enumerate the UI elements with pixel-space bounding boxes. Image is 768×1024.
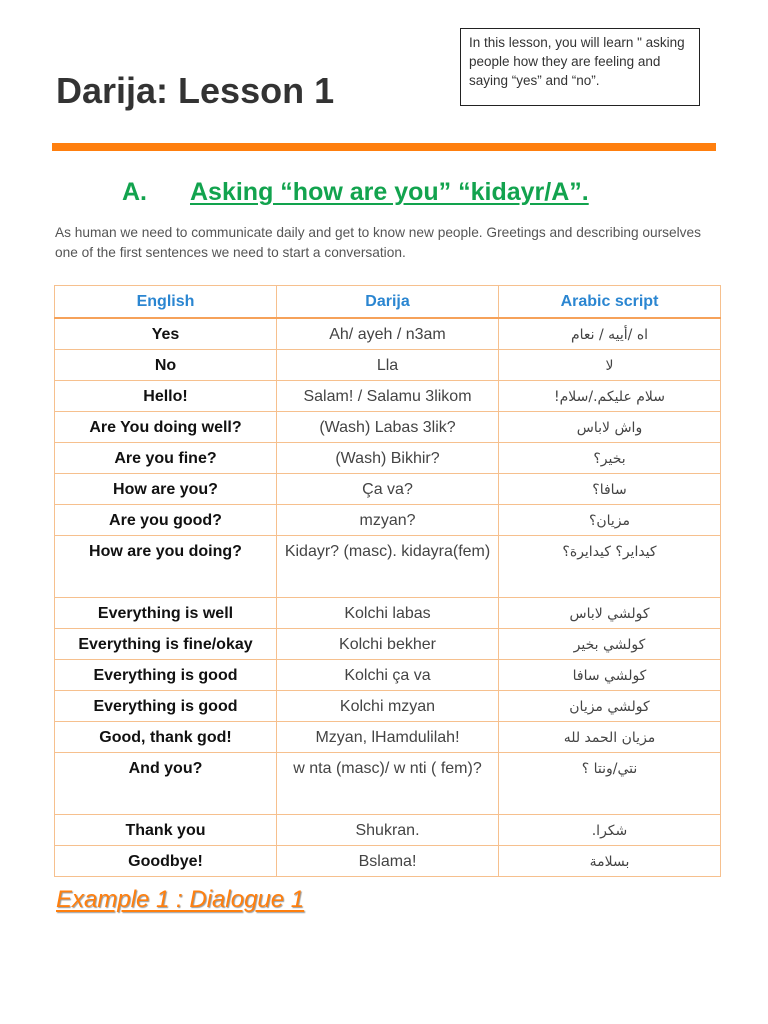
arabic-cell: لا [499, 350, 721, 381]
table-row [55, 505, 721, 536]
darija-cell: Mzyan, lHamdulilah! [277, 722, 499, 753]
darija-cell: Shukran. [277, 815, 499, 846]
section-letter: A. [122, 178, 147, 206]
arabic-cell: كولشي مزيان [499, 691, 721, 722]
section-heading-text: Asking “how are you” “kidayr/A”. [190, 178, 589, 206]
english-cell: Hello! [55, 381, 277, 412]
table-header-row [55, 286, 721, 319]
english-cell: Everything is fine/okay [55, 629, 277, 660]
english-cell: Are You doing well? [55, 412, 277, 443]
english-cell: Yes [55, 318, 277, 350]
english-cell: How are you? [55, 474, 277, 505]
arabic-cell: واش لاباس [499, 412, 721, 443]
arabic-cell: كولشي سافا [499, 660, 721, 691]
table-row [55, 598, 721, 629]
english-cell: How are you doing? [55, 536, 277, 598]
english-cell: Are you good? [55, 505, 277, 536]
darija-cell: Bslama! [277, 846, 499, 877]
darija-cell: Kolchi labas [277, 598, 499, 629]
table-row [55, 318, 721, 350]
arabic-cell: مزيان؟ [499, 505, 721, 536]
orange-divider [52, 143, 716, 151]
column-header-arabic: Arabic script [499, 286, 721, 319]
english-cell: No [55, 350, 277, 381]
table-row [55, 846, 721, 877]
arabic-cell: سافا؟ [499, 474, 721, 505]
arabic-cell: كولشي لاباس [499, 598, 721, 629]
darija-cell: Ça va? [277, 474, 499, 505]
english-cell: Everything is good [55, 691, 277, 722]
table-row [55, 753, 721, 815]
page-title: Darija: Lesson 1 [56, 70, 335, 111]
darija-cell: (Wash) Labas 3lik? [277, 412, 499, 443]
column-header-english: English [55, 286, 277, 319]
english-cell: And you? [55, 753, 277, 815]
lesson-note-box: In this lesson, you will learn " asking people how they are feeling and saying “yes” and “no”. [460, 28, 700, 106]
column-header-darija: Darija [277, 286, 499, 319]
english-cell: Are you fine? [55, 443, 277, 474]
darija-cell: (Wash) Bikhir? [277, 443, 499, 474]
arabic-cell: سلام عليكم./سلام! [499, 381, 721, 412]
intro-paragraph: As human we need to communicate daily and get to know new people. Greetings and describing ourselves one of the first sentences we need to start a conversation. [55, 225, 701, 260]
table-row [55, 474, 721, 505]
darija-cell: Kolchi mzyan [277, 691, 499, 722]
table-row [55, 660, 721, 691]
arabic-cell: مزيان الحمد لله [499, 722, 721, 753]
vocabulary-table [54, 285, 721, 877]
table-row [55, 815, 721, 846]
english-cell: Everything is well [55, 598, 277, 629]
arabic-cell: اه /أييه / نعام [499, 318, 721, 350]
darija-cell: w nta (masc)/ w nti ( fem)? [277, 753, 499, 815]
table-row [55, 350, 721, 381]
arabic-cell: كيداير؟ كيدايرة؟ [499, 536, 721, 598]
table-row [55, 722, 721, 753]
arabic-cell: بخير؟ [499, 443, 721, 474]
arabic-cell: شكرا. [499, 815, 721, 846]
english-cell: Goodbye! [55, 846, 277, 877]
darija-cell: Ah/ ayeh / n3am [277, 318, 499, 350]
darija-cell: Kolchi bekher [277, 629, 499, 660]
table-row [55, 381, 721, 412]
darija-cell: Kidayr? (masc). kidayra(fem) [277, 536, 499, 598]
darija-cell: Lla [277, 350, 499, 381]
darija-cell: Kolchi ça va [277, 660, 499, 691]
table-row [55, 691, 721, 722]
english-cell: Good, thank god! [55, 722, 277, 753]
table-row [55, 443, 721, 474]
english-cell: Everything is good [55, 660, 277, 691]
table-row [55, 412, 721, 443]
table-row [55, 629, 721, 660]
darija-cell: Salam! / Salamu 3likom [277, 381, 499, 412]
arabic-cell: بسلامة [499, 846, 721, 877]
english-cell: Thank you [55, 815, 277, 846]
example-heading: Example 1 : Dialogue 1 [56, 886, 305, 913]
arabic-cell: كولشي بخير [499, 629, 721, 660]
table-row [55, 536, 721, 598]
section-heading [122, 178, 589, 207]
arabic-cell: نتي/ونتا ؟ [499, 753, 721, 815]
darija-cell: mzyan? [277, 505, 499, 536]
